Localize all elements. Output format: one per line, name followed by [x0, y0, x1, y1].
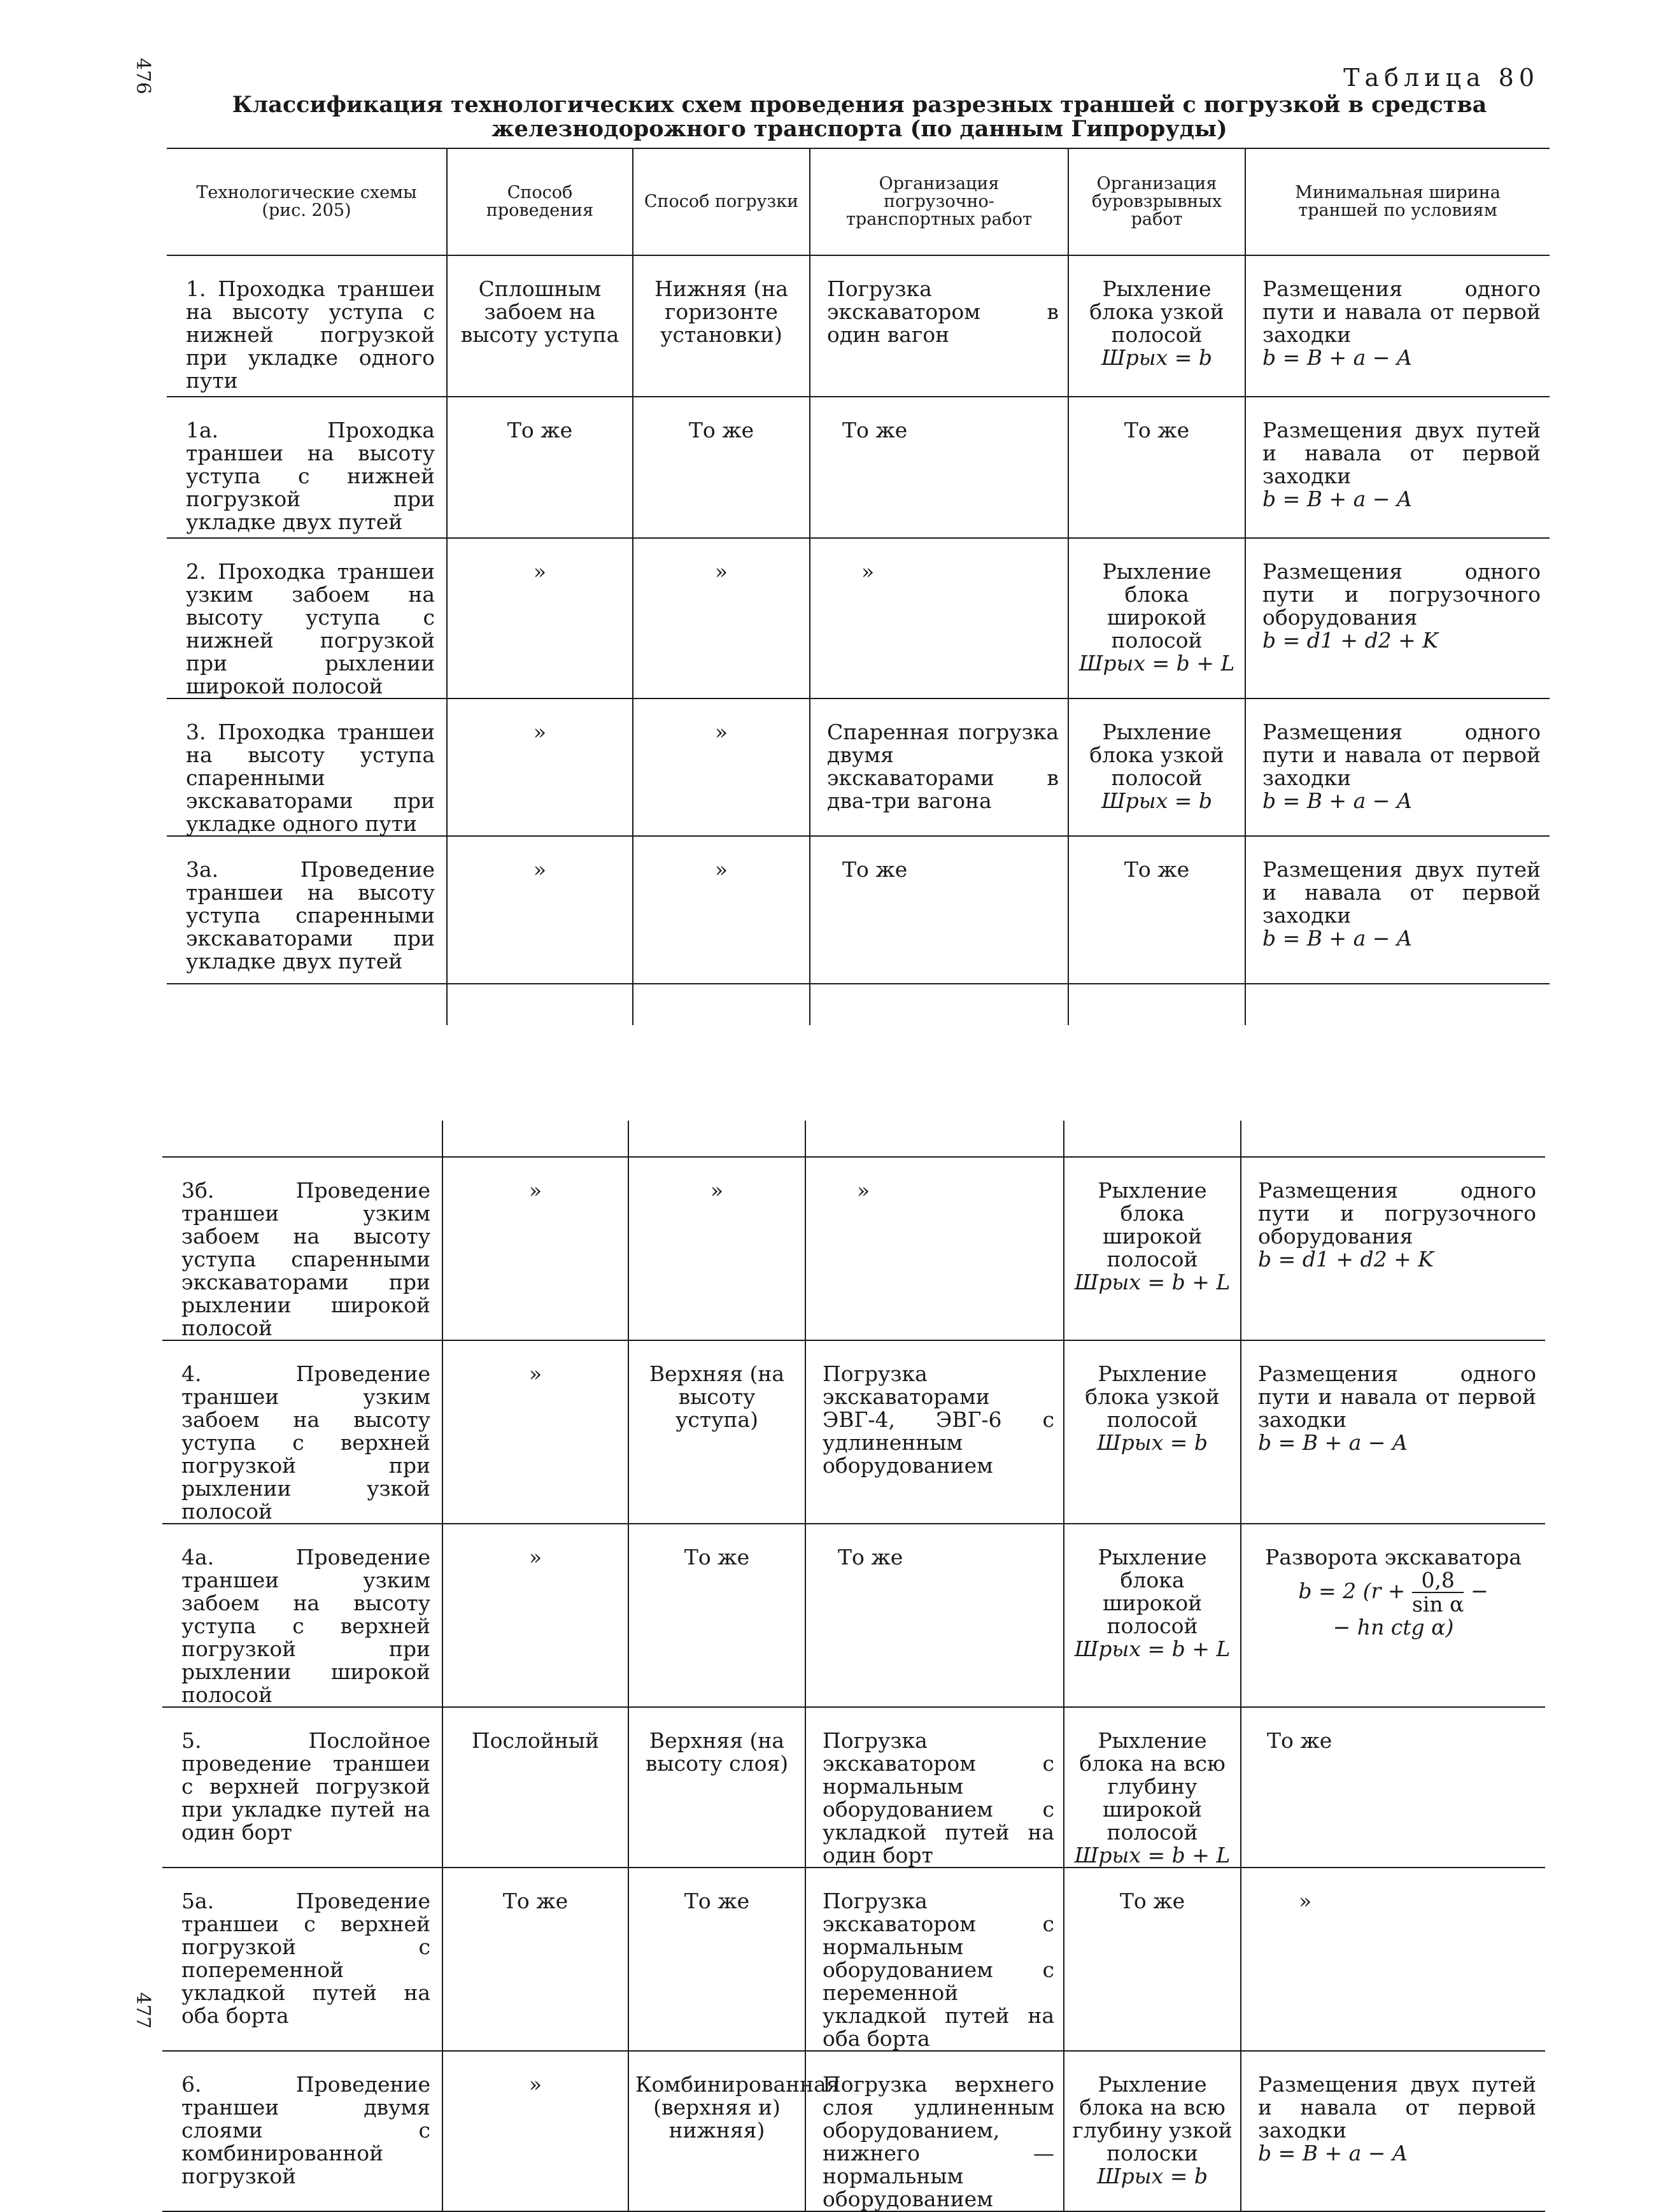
stub: [1241, 1121, 1545, 1157]
org-blasting-formula: Шрых = b: [1101, 788, 1213, 813]
table-row: [167, 255, 1550, 397]
stub: [633, 984, 810, 1025]
scheme-cell: 3а. Проведение траншеи на высоту уступа спаренными экскаваторами при укладке двух путей: [167, 836, 447, 984]
org-blasting-cell: [1064, 2051, 1241, 2211]
stub: [162, 1121, 442, 1157]
method-cell: »: [442, 1524, 628, 1707]
stub: [805, 1121, 1064, 1157]
scheme-cell: 4. Проведение траншеи узким забоем на высоту уступа с верхней погрузкой при рыхлении узкой полосой: [162, 1340, 442, 1524]
page-number-top: 476: [132, 57, 155, 95]
org-blasting-cell: [1064, 1868, 1241, 2051]
width-cell: [1245, 698, 1550, 836]
width-cell: [1241, 1340, 1545, 1524]
org-blasting-text: Рыхление блока широкой полосой: [1098, 1178, 1207, 1272]
org-blasting-cell: [1064, 1340, 1241, 1524]
scheme-cell: 3б. Проведение траншеи узким забоем на высоту уступа спаренными экскаваторами при рыхлении широкой полосой: [162, 1157, 442, 1340]
org-blasting-formula: Шрых = b + L: [1074, 1270, 1231, 1294]
fraction-denominator: sin α: [1411, 1592, 1464, 1617]
loading-cell: »: [628, 1157, 805, 1340]
org-loading-cell: То же: [810, 397, 1068, 538]
width-cell: [1241, 1868, 1545, 2051]
stub: [1068, 984, 1245, 1025]
width-text: Размещения одного пути и погрузочного оборудования: [1258, 1178, 1536, 1249]
width-cell: [1241, 2051, 1545, 2211]
org-loading-cell: Погрузка экскаватором в один вагон: [810, 255, 1068, 397]
width-cell: [1245, 538, 1550, 698]
org-blasting-cell: [1064, 1524, 1241, 1707]
org-blasting-cell: [1068, 836, 1245, 984]
org-loading-cell: Погрузка экскаватором с нормальным оборудованием с переменной укладкой путей на оба борта: [805, 1868, 1064, 2051]
table-row: [162, 1707, 1545, 1868]
loading-cell: Нижняя (на горизонте установки): [633, 255, 810, 397]
org-blasting-text: То же: [1119, 1889, 1185, 1913]
org-blasting-formula: Шрых = b: [1096, 1430, 1208, 1455]
width-text: Размещения одного пути и навала от первой заходки: [1262, 276, 1541, 347]
table-row: [167, 397, 1550, 538]
org-blasting-text: Рыхление блока узкой полосой: [1089, 276, 1224, 347]
header-schemes: Технологические схемы (рис. 205): [167, 148, 447, 255]
table-label: Таблица 80: [1343, 64, 1539, 92]
org-blasting-cell: [1068, 538, 1245, 698]
width-text: Разворота экскаватора: [1265, 1545, 1522, 1570]
org-blasting-cell: [1064, 1707, 1241, 1868]
org-loading-cell: Погрузка экскаватором с нормальным оборудованием с укладкой путей на один борт: [805, 1707, 1064, 1868]
width-text: Размещения двух путей и навала от первой заходки: [1262, 418, 1541, 488]
method-cell: »: [442, 1340, 628, 1524]
method-cell: Послойный: [442, 1707, 628, 1868]
scheme-cell: 2. Проходка траншеи узким забоем на высоту уступа с нижней погрузкой при рыхлении широкой полосой: [167, 538, 447, 698]
width-cell: [1241, 1157, 1545, 1340]
scheme-cell: 4а. Проведение траншеи узким забоем на высоту уступа с верхней погрузкой при рыхлении широкой полосой: [162, 1524, 442, 1707]
formula-fraction: [1412, 1569, 1464, 1616]
loading-cell: То же: [633, 397, 810, 538]
width-formula: b = B + a − A: [1262, 926, 1412, 951]
org-blasting-cell: [1068, 255, 1245, 397]
org-blasting-formula: Шрых = b: [1101, 345, 1213, 370]
loading-cell: »: [633, 836, 810, 984]
formula-prefix: b = 2 (r +: [1298, 1578, 1406, 1603]
width-formula-line2: − hп ctg α): [1332, 1615, 1454, 1640]
stub: [447, 984, 633, 1025]
org-loading-cell: То же: [810, 836, 1068, 984]
width-text: Размещения одного пути и погрузочного оборудования: [1262, 559, 1541, 630]
org-loading-cell: Спаренная погрузка двумя экскаваторами в два-три вагона: [810, 698, 1068, 836]
table-title-line-1: Классификация технологических схем проведения разрезных траншей с погрузкой в средства: [232, 92, 1487, 118]
scheme-cell: 1а. Проходка траншеи на высоту уступа с нижней погрузкой при укладке двух путей: [167, 397, 447, 538]
width-cell: [1245, 255, 1550, 397]
stub: [442, 1121, 628, 1157]
table-row: [162, 1524, 1545, 1707]
width-cell: [1241, 1524, 1545, 1707]
org-blasting-text: Рыхление блока узкой полосой: [1085, 1361, 1220, 1432]
loading-cell: Верхняя (на высоту уступа): [628, 1340, 805, 1524]
scheme-cell: 3. Проходка траншеи на высоту уступа спаренными экскаваторами при укладке одного пути: [167, 698, 447, 836]
org-blasting-formula: Шрых = b + L: [1074, 1843, 1231, 1868]
org-blasting-text: То же: [1124, 418, 1190, 443]
org-blasting-formula: Шрых = b: [1096, 2164, 1208, 2188]
stub: [810, 984, 1068, 1025]
method-cell: »: [442, 2051, 628, 2211]
org-blasting-text: Рыхление блока узкой полосой: [1089, 720, 1224, 790]
width-cell: [1241, 1707, 1545, 1868]
loading-cell: То же: [628, 1868, 805, 2051]
loading-cell: Комбинированная (верхняя и) нижняя): [628, 2051, 805, 2211]
method-cell: »: [447, 836, 633, 984]
method-cell: То же: [447, 397, 633, 538]
stub: [1245, 984, 1550, 1025]
width-text: »: [1299, 1889, 1312, 1913]
scheme-cell: 5. Послойное проведение траншеи с верхней погрузкой при укладке путей на один борт: [162, 1707, 442, 1868]
table-row: [162, 1157, 1545, 1340]
header-org-blasting: Организация буровзрывных работ: [1068, 148, 1245, 255]
org-blasting-text: Рыхление блока широкой полосой: [1102, 559, 1212, 653]
method-cell: »: [447, 538, 633, 698]
width-text: Размещения двух путей и навала от первой заходки: [1258, 2072, 1536, 2143]
table-row: [162, 1340, 1545, 1524]
width-formula: b = d1 + d2 + K: [1258, 1247, 1434, 1272]
stub: [167, 984, 447, 1025]
org-blasting-text: Рыхление блока на всю глубину узкой полоски: [1072, 2072, 1233, 2166]
width-formula: b = B + a − A: [1262, 486, 1412, 511]
org-blasting-formula: Шрых = b + L: [1078, 651, 1235, 676]
classification-table-bottom: [162, 1121, 1545, 2212]
org-blasting-text: Рыхление блока на всю глубину широкой полосой: [1079, 1728, 1226, 1845]
org-loading-cell: То же: [805, 1524, 1064, 1707]
width-formula: [1248, 1569, 1539, 1616]
column-stubs: [167, 984, 1550, 1025]
header-loading: Способ погрузки: [633, 148, 810, 255]
org-blasting-formula: Шрых = b + L: [1074, 1636, 1231, 1661]
table-row: [167, 836, 1550, 984]
stub: [1064, 1121, 1241, 1157]
org-blasting-text: То же: [1124, 857, 1190, 882]
org-loading-cell: »: [805, 1157, 1064, 1340]
method-cell: Сплошным забоем на высоту уступа: [447, 255, 633, 397]
classification-table-top: [167, 148, 1550, 1025]
scheme-cell: 1. Проходка траншеи на высоту уступа с нижней погрузкой при укладке одного пути: [167, 255, 447, 397]
org-loading-cell: Погрузка верхнего слоя удлиненным оборудованием, нижнего — нормальным оборудованием: [805, 2051, 1064, 2211]
org-blasting-cell: [1064, 1157, 1241, 1340]
method-cell: То же: [442, 1868, 628, 2051]
header-method: Способ проведения: [447, 148, 633, 255]
header-min-width: Минимальная ширина траншей по условиям: [1245, 148, 1550, 255]
width-text: Размещения одного пути и навала от первой заходки: [1262, 720, 1541, 790]
width-cell: [1245, 397, 1550, 538]
width-text: Размещения двух путей и навала от первой заходки: [1262, 857, 1541, 928]
scheme-cell: 5а. Проведение траншеи с верхней погрузкой с попеременной укладкой путей на оба борта: [162, 1868, 442, 2051]
method-cell: »: [447, 698, 633, 836]
width-text: Размещения одного пути и навала от первой заходки: [1258, 1361, 1536, 1432]
width-formula: b = B + a − A: [1262, 788, 1412, 813]
width-formula: b = d1 + d2 + K: [1262, 628, 1438, 653]
width-cell: [1245, 836, 1550, 984]
loading-cell: То же: [628, 1524, 805, 1707]
header-org-loading: Организация погрузочно-транспортных работ: [810, 148, 1068, 255]
org-loading-cell: »: [810, 538, 1068, 698]
table-row: [167, 698, 1550, 836]
width-formula: b = B + a − A: [1258, 1430, 1408, 1455]
fraction-numerator: 0,8: [1412, 1569, 1464, 1593]
width-formula: b = B + a − A: [1262, 345, 1412, 370]
width-formula: b = B + a − A: [1258, 2141, 1408, 2166]
loading-cell: »: [633, 538, 810, 698]
width-text: То же: [1267, 1728, 1332, 1753]
table-row: [167, 538, 1550, 698]
formula-suffix: −: [1470, 1578, 1488, 1603]
stub: [628, 1121, 805, 1157]
table-row: [162, 2051, 1545, 2211]
column-stubs: [162, 1121, 1545, 1157]
method-cell: »: [442, 1157, 628, 1340]
scheme-cell: 6. Проведение траншеи двумя слоями с комбинированной погрузкой: [162, 2051, 442, 2211]
loading-cell: Верхняя (на высоту слоя): [628, 1707, 805, 1868]
table-row: [162, 1868, 1545, 2051]
org-blasting-cell: [1068, 698, 1245, 836]
table-title-line-2: железнодорожного транспорта (по данным Гипроруды): [491, 116, 1227, 142]
loading-cell: »: [633, 698, 810, 836]
org-loading-cell: Погрузка экскаваторами ЭВГ-4, ЭВГ-6 с удлиненным оборудованием: [805, 1340, 1064, 1524]
org-blasting-text: Рыхление блока широкой полосой: [1098, 1545, 1207, 1638]
page-number-bottom: 477: [132, 1992, 155, 2029]
org-blasting-cell: [1068, 397, 1245, 538]
